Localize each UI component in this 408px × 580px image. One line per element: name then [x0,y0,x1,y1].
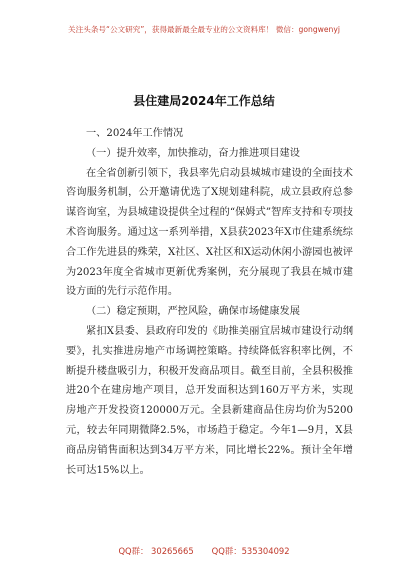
document-title: 县住建局2024年工作总结 [133,94,275,108]
footer-qq-group-2: QQ群：535304092 [211,546,290,556]
subsection-heading-1: （一）提升效率，加快推动，奋力推进项目建设 [86,147,300,159]
section-heading-1: 一、2024年工作情况 [86,128,184,139]
top-banner: 关注头条号“公文研究”，获得最新最全最专业的公文资料库！ 微信：gongwenyj [68,25,340,34]
paragraph-1: 在全省创新引领下，我县率先启动县城城市建设的全面技术咨询服务机制，公开邀请优选了X规划建科院，成立县政府总参谋咨询室，为县城建设提供全过程的“保姆式”智库支持和专项技术咨询服务。通过这一系列举措，X县获2023年X市住建系统综合工作先进县的殊荣，X社区、X社区和X运动休闲小游园也被评为2023年度全省城市更新优秀案例，充分展现了我县在城市建设方面的先行示范作用。 [66,167,353,298]
subsection-heading-2: （二）稳定预期，严控风险，确保市场健康发展 [86,306,300,318]
footer [0,545,408,557]
footer-qq-group-1: QQ群： 30265665 [118,546,194,556]
document-body [66,124,353,480]
paragraph-2: 紧扣X县委、县政府印发的《助推美丽宜居城市建设行动纲要》，扎实推进房地产市场调控策略。持续降低容积率比例，不断提升楼盘吸引力，积极开发商品项目。截至目前，全县积极推进20个在建房地产项目，总开发面积达到160万平方米，实现房地产开发投资120000万元。全县新建商品住房均价为5200元，较去年同期微降2.5%，市场趋于稳定。今年1—9月，X县商品房销售面积达到34万平方米，同比增长22%。预计全年增长可达15%以上。 [66,325,353,476]
